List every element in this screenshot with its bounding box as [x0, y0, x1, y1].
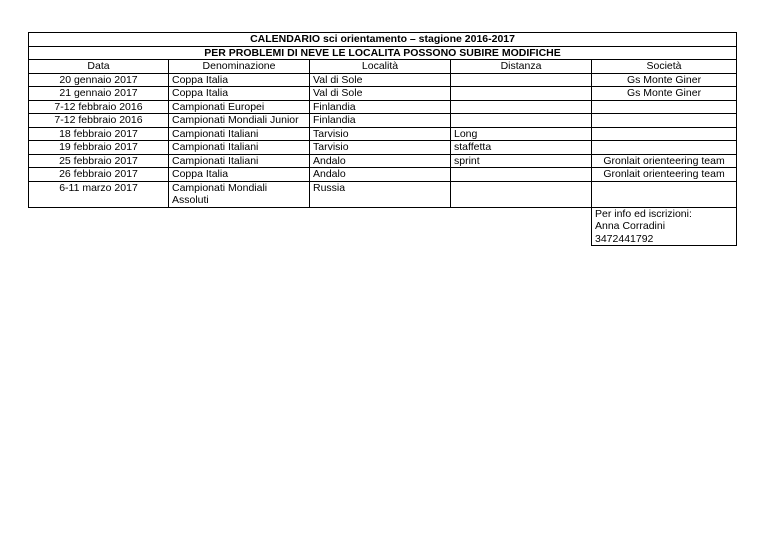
info-label: Per info ed iscrizioni: — [595, 207, 692, 220]
info-phone: 3472441792 — [595, 232, 654, 245]
table-row — [29, 141, 737, 155]
cell-localita: Tarvisio — [310, 127, 451, 141]
cell-localita: Andalo — [310, 154, 451, 168]
cell-societa: Gs Monte Giner — [592, 87, 737, 101]
cell-distanza — [451, 181, 592, 207]
cell-distanza — [451, 168, 592, 182]
info-spacer — [29, 207, 592, 246]
cell-data: 6-11 marzo 2017 — [29, 181, 169, 207]
calendar-title: CALENDARIO sci orientamento – stagione 2016-2017 — [29, 33, 737, 47]
cell-denominazione: Campionati Italiani — [169, 154, 310, 168]
calendar-table — [28, 32, 737, 246]
cell-societa — [592, 100, 737, 114]
col-header-societa: Società — [592, 60, 737, 74]
cell-societa: Gs Monte Giner — [592, 73, 737, 87]
cell-localita: Russia — [310, 181, 451, 207]
info-contact-name: Anna Corradini — [595, 220, 666, 232]
cell-localita: Finlandia — [310, 100, 451, 114]
table-row — [29, 100, 737, 114]
cell-societa — [592, 181, 737, 207]
cell-distanza: staffetta — [451, 141, 592, 155]
cell-distanza — [451, 73, 592, 87]
cell-denominazione: Campionati Mondiali Assoluti — [169, 181, 310, 207]
table-row — [29, 154, 737, 168]
cell-localita: Tarvisio — [310, 141, 451, 155]
cell-distanza: sprint — [451, 154, 592, 168]
cell-denominazione: Campionati Mondiali Junior — [169, 114, 310, 128]
cell-data: 7-12 febbraio 2016 — [29, 114, 169, 128]
table-row — [29, 127, 737, 141]
table-row — [29, 114, 737, 128]
cell-localita: Andalo — [310, 168, 451, 182]
cell-localita: Val di Sole — [310, 73, 451, 87]
cell-data: 21 gennaio 2017 — [29, 87, 169, 101]
cell-societa: Gronlait orienteering team — [592, 168, 737, 182]
cell-data: 20 gennaio 2017 — [29, 73, 169, 87]
col-header-localita: Località — [310, 60, 451, 74]
cell-data: 7-12 febbraio 2016 — [29, 100, 169, 114]
cell-denominazione: Coppa Italia — [169, 168, 310, 182]
cell-denominazione: Campionati Europei — [169, 100, 310, 114]
cell-distanza: Long — [451, 127, 592, 141]
info-contact — [592, 207, 737, 246]
cell-societa — [592, 127, 737, 141]
cell-societa — [592, 114, 737, 128]
cell-data: 19 febbraio 2017 — [29, 141, 169, 155]
cell-societa: Gronlait orienteering team — [592, 154, 737, 168]
cell-denominazione: Coppa Italia — [169, 73, 310, 87]
cell-denominazione: Campionati Italiani — [169, 141, 310, 155]
cell-distanza — [451, 114, 592, 128]
col-header-data: Data — [29, 60, 169, 74]
table-row — [29, 87, 737, 101]
cell-distanza — [451, 87, 592, 101]
col-header-denominazione: Denominazione — [169, 60, 310, 74]
header-row — [29, 60, 737, 74]
table-row — [29, 181, 737, 207]
table-row — [29, 168, 737, 182]
cell-data: 25 febbraio 2017 — [29, 154, 169, 168]
cell-data: 26 febbraio 2017 — [29, 168, 169, 182]
snow-notice: PER PROBLEMI DI NEVE LE LOCALITA POSSONO SUBIRE MODIFICHE — [29, 46, 737, 60]
info-row — [29, 207, 737, 246]
cell-localita: Val di Sole — [310, 87, 451, 101]
cell-denominazione: Coppa Italia — [169, 87, 310, 101]
cell-data: 18 febbraio 2017 — [29, 127, 169, 141]
cell-societa — [592, 141, 737, 155]
cell-denominazione: Campionati Italiani — [169, 127, 310, 141]
table-row — [29, 73, 737, 87]
cell-localita: Finlandia — [310, 114, 451, 128]
col-header-distanza: Distanza — [451, 60, 592, 74]
cell-distanza — [451, 100, 592, 114]
